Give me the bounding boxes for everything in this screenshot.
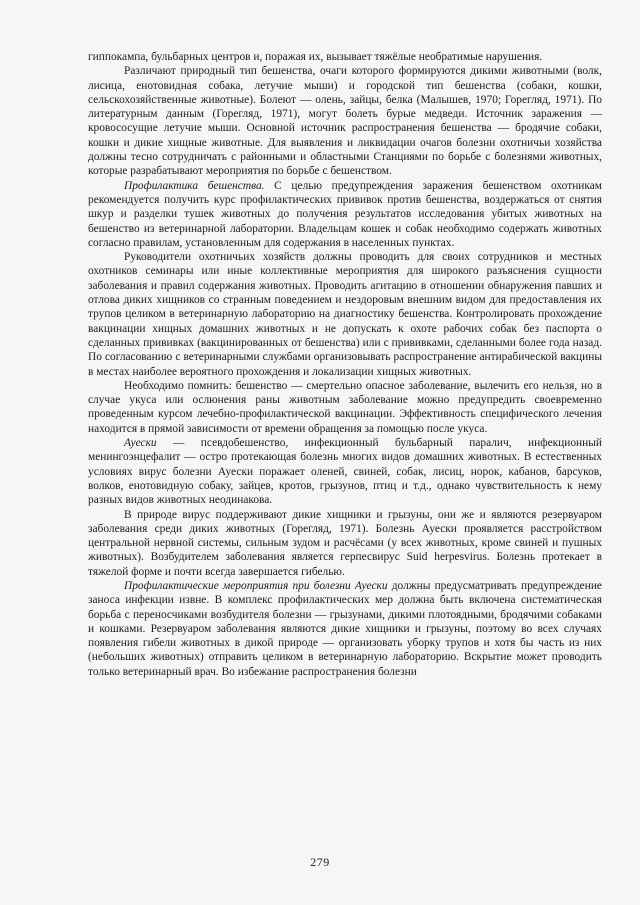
paragraph-text: — псевдобешенство, инфекционный бульбарный паралич, инфекционный менингоэнцефалит — остро протекающая болезнь многих видов домашних животных. В естественных условиях вирус болезни Ауески поражает оленей, свиней, собак, лисиц, норок, кабанов, барсуков, волков, енотовидную собаку, зайцев, кротов, грызунов, птиц и т.д., однако чувствительность к нему разных видов животных неодинакова. [88, 437, 602, 507]
paragraph-text: С целью предупреждения заражения бешенством охотникам рекомендуется получить курс профилактических прививок против бешенства, воздержаться от снятия шкур и разделки тушек животных до получения результатов исследования убитых животных на бешенство из ветеринарной лаборатории. Владельцам кошек и собак необходимо содержать животных согласно правилам, установленным для содержания в населенных пунктах. [88, 179, 603, 249]
paragraph-aujeszky-reservoir [88, 508, 602, 579]
paragraph-italic-heading: Профилактика бешенства. [124, 179, 265, 192]
paragraph-text: Руководители охотничьих хозяйств должны проводить для своих сотрудников и местных охотников семинары или иные коллективные мероприятия для широкого разъяснения сущности заболевания и правил содержания животных. Проводить агитацию в отношении обнаружения павших и отлова диких хищников со странным поведением и нездоровым внешним видом для предоставления их трупов целиком в ветеринарную лабораторию на диагностику бешенства. Контролировать прохождение вакцинации хищных домашних животных и не допускать к охоте рабочих собак без паспорта о сделанных прививках (вакцинированных от бешенства) или с прививками, сделанными более года назад. По согласованию с ветеринарными службами организовывать распространение антирабической вакцины в местах наиболее вероятного прохождения и локализации хищных животных. [88, 251, 602, 378]
paragraph-remember [88, 379, 602, 436]
paragraph-text: гиппокампа, бульбарных центров и, поражая их, вызывает тяжёлые необратимые нарушения. [88, 51, 543, 63]
paragraph-continuation [88, 50, 602, 64]
body-text [88, 50, 602, 679]
paragraph-text: Различают природный тип бешенства, очаги которого формируются дикими животными (волк, лисица, енотовидная собака, летучие мыши) и городской тип бешенства (собаки, кошки, сельскохозяйственные животные). Болеют — олень, зайцы, белка (Малышев, 1970; Горегляд, 1971). По литературным данным (Горегляд, 1971), могут болеть бурые медведи. Источник заражения — кровососущие летучие мыши. Основной источник распространения бешенства — бродячие собаки, кошки и дикие хищные животные. Для выявления и ликвидации очагов болезни охотничьи хозяйства должны тесно сотрудничать с районными и областными Станциями по борьбе с болезнями животных, которые разрабатывают мероприятия по борьбе с бешенством. [88, 65, 602, 178]
paragraph-aujeszky-prevention [88, 579, 602, 679]
paragraph-italic-heading: Профилактические мероприятия при болезни Ауески [124, 579, 388, 592]
paragraph-rabies-prevention [88, 179, 602, 250]
paragraph-hunting-managers [88, 250, 602, 379]
paragraph-aujeszky [88, 436, 602, 507]
paragraph-text: В природе вирус поддерживают дикие хищники и грызуны, они же и являются резервуаром заболевания среди диких животных (Горегляд, 1971). Болезнь Ауески проявляется расстройством центральной нервной системы, сильным зудом и расчёсами (у всех животных, кроме свиней и пушных животных). Возбудителем заболевания является герпесвирус Suid herpesvirus. Болезнь протекает в тяжелой форме и почти всегда завершается гибелью. [88, 508, 602, 578]
page-number: 279 [310, 855, 330, 869]
paragraph-italic-heading: Ауески [124, 437, 157, 450]
paragraph-text: Необходимо помнить: бешенство — смертельно опасное заболевание, вылечить его нельзя, но в случае укуса или ослюнения раны животным заболевание можно предупредить своевременно проведенным курсом лечебно-профилактической вакцинации. Эффективность специфического лечения находится в прямой зависимости от времени обращения за помощью после укуса. [88, 379, 602, 435]
paragraph-rabies-types [88, 64, 602, 178]
paragraph-text: должны предусматривать предупреждение заноса инфекции извне. В комплекс профилактических мер должна быть включена систематическая борьба с переносчиками возбудителя болезни — грызунами, дикими плотоядными, бродячими собаками и кошками. Резервуаром заболевания являются дикие хищники и грызуны, поэтому во всех случаях появления гибели животных в дикой природе — организовать уборку трупов и хотя бы часть из них (небольших животных) отправить целиком в ветеринарную лабораторию. Вскрытие может проводить только ветеринарный врач. Во избежание распространения болезни [88, 579, 602, 678]
